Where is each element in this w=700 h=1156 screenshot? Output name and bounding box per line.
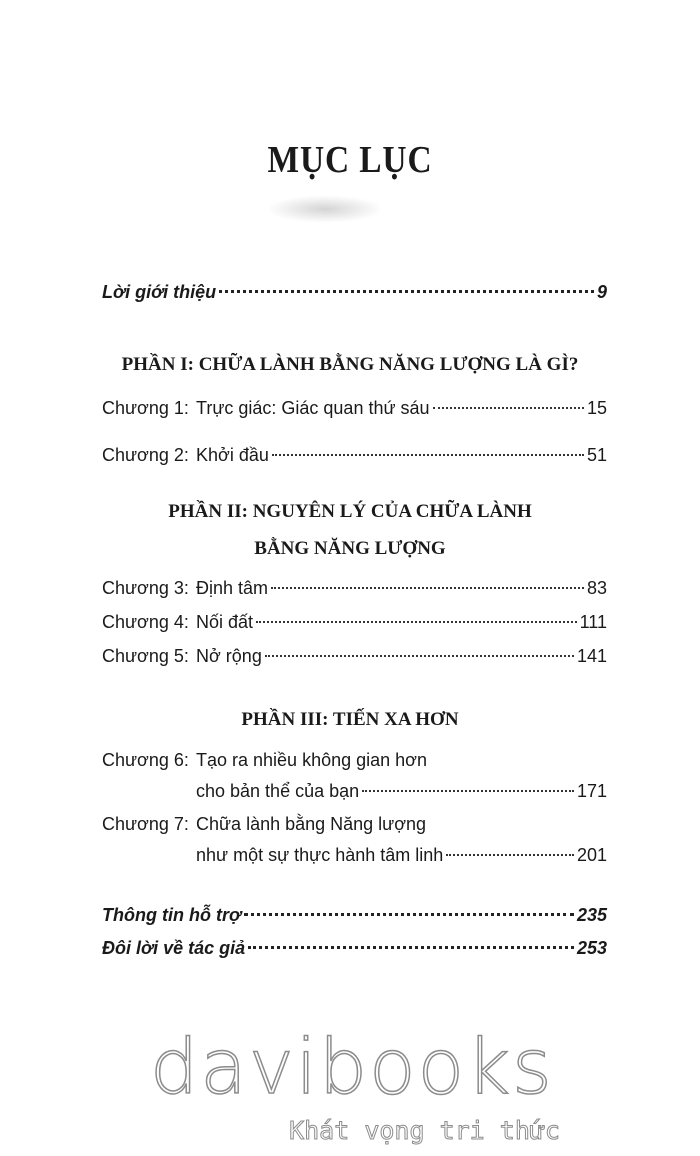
toc-entry-page: 171 <box>576 781 607 801</box>
dot-leader <box>272 454 584 456</box>
chapter-title-cont: cho bản thể của bạn <box>196 781 360 801</box>
chapter-title: Chữa lành bằng Năng lượng <box>196 814 427 834</box>
toc-entry-page: 15 <box>586 398 607 418</box>
toc-entry-chapter-1[interactable] <box>102 396 607 420</box>
toc-entry-page: 141 <box>576 646 607 666</box>
chapter-title: Trực giác: Giác quan thứ sáu <box>196 398 430 418</box>
toc-entry-chapter-6-cont[interactable] <box>196 779 607 803</box>
part-heading: PHẦN I: CHỮA LÀNH BẰNG NĂNG LƯỢNG LÀ GÌ? <box>121 354 579 375</box>
chapter-number: Chương 2: <box>102 445 189 465</box>
dot-leader <box>271 587 584 589</box>
chapter-number: Chương 1: <box>102 398 189 418</box>
chapter-number: Chương 6: <box>102 750 189 770</box>
toc-entry-page: 9 <box>596 282 607 302</box>
dot-leader <box>362 790 574 792</box>
toc-entry-chapter-6[interactable] <box>102 748 607 772</box>
toc-entry-chapter-3[interactable] <box>102 576 607 600</box>
dot-leader <box>446 854 574 856</box>
toc-entry-page: 83 <box>586 578 607 598</box>
toc-entry-chapter-7[interactable] <box>102 812 607 836</box>
chapter-title: Khởi đầu <box>196 445 269 465</box>
watermark-slogan: Khát vọng tri thức <box>289 1116 560 1145</box>
part-heading: PHẦN II: NGUYÊN LÝ CỦA CHỮA LÀNH <box>168 501 532 522</box>
toc-entry-about-author[interactable] <box>102 936 607 960</box>
chapter-title: Nở rộng <box>196 646 262 666</box>
chapter-title: Tạo ra nhiều không gian hơn <box>196 750 427 770</box>
toc-entry-page: 201 <box>576 845 607 865</box>
dot-leader <box>256 621 577 623</box>
toc-entry-label: Đôi lời về tác giả <box>102 938 246 958</box>
toc-entry-label: Thông tin hỗ trợ <box>102 905 242 925</box>
watermark-brand-logo: davibooks <box>150 1022 554 1111</box>
dot-leader <box>248 946 574 949</box>
ink-smudge <box>270 196 380 222</box>
chapter-number: Chương 3: <box>102 578 189 598</box>
toc-entry-chapter-2[interactable] <box>102 443 607 467</box>
toc-entry-support-info[interactable] <box>102 903 607 927</box>
part-heading-cont: BẰNG NĂNG LƯỢNG <box>254 538 446 559</box>
dot-leader <box>265 655 574 657</box>
chapter-number: Chương 5: <box>102 646 189 666</box>
toc-entry-chapter-7-cont[interactable] <box>196 843 607 867</box>
toc-entry-page: 51 <box>586 445 607 465</box>
chapter-title-cont: như một sự thực hành tâm linh <box>196 845 444 865</box>
chapter-number: Chương 4: <box>102 612 189 632</box>
toc-entry-page: 111 <box>579 612 607 632</box>
chapter-title: Định tâm <box>196 578 269 598</box>
page-title: MỤC LỤC <box>267 139 433 181</box>
chapter-title: Nối đất <box>196 612 254 632</box>
dot-leader <box>219 290 594 293</box>
toc-entry-page: 253 <box>576 938 607 958</box>
part-heading: PHẦN III: TIẾN XA HƠN <box>241 709 459 730</box>
dot-leader <box>433 407 584 409</box>
chapter-number: Chương 7: <box>102 814 189 834</box>
dot-leader <box>244 913 574 916</box>
toc-entry-chapter-5[interactable] <box>102 644 607 668</box>
toc-entry-page: 235 <box>576 905 607 925</box>
toc-entry-chapter-4[interactable] <box>102 610 607 634</box>
toc-entry-intro[interactable] <box>102 280 607 304</box>
toc-entry-label: Lời giới thiệu <box>102 282 217 302</box>
